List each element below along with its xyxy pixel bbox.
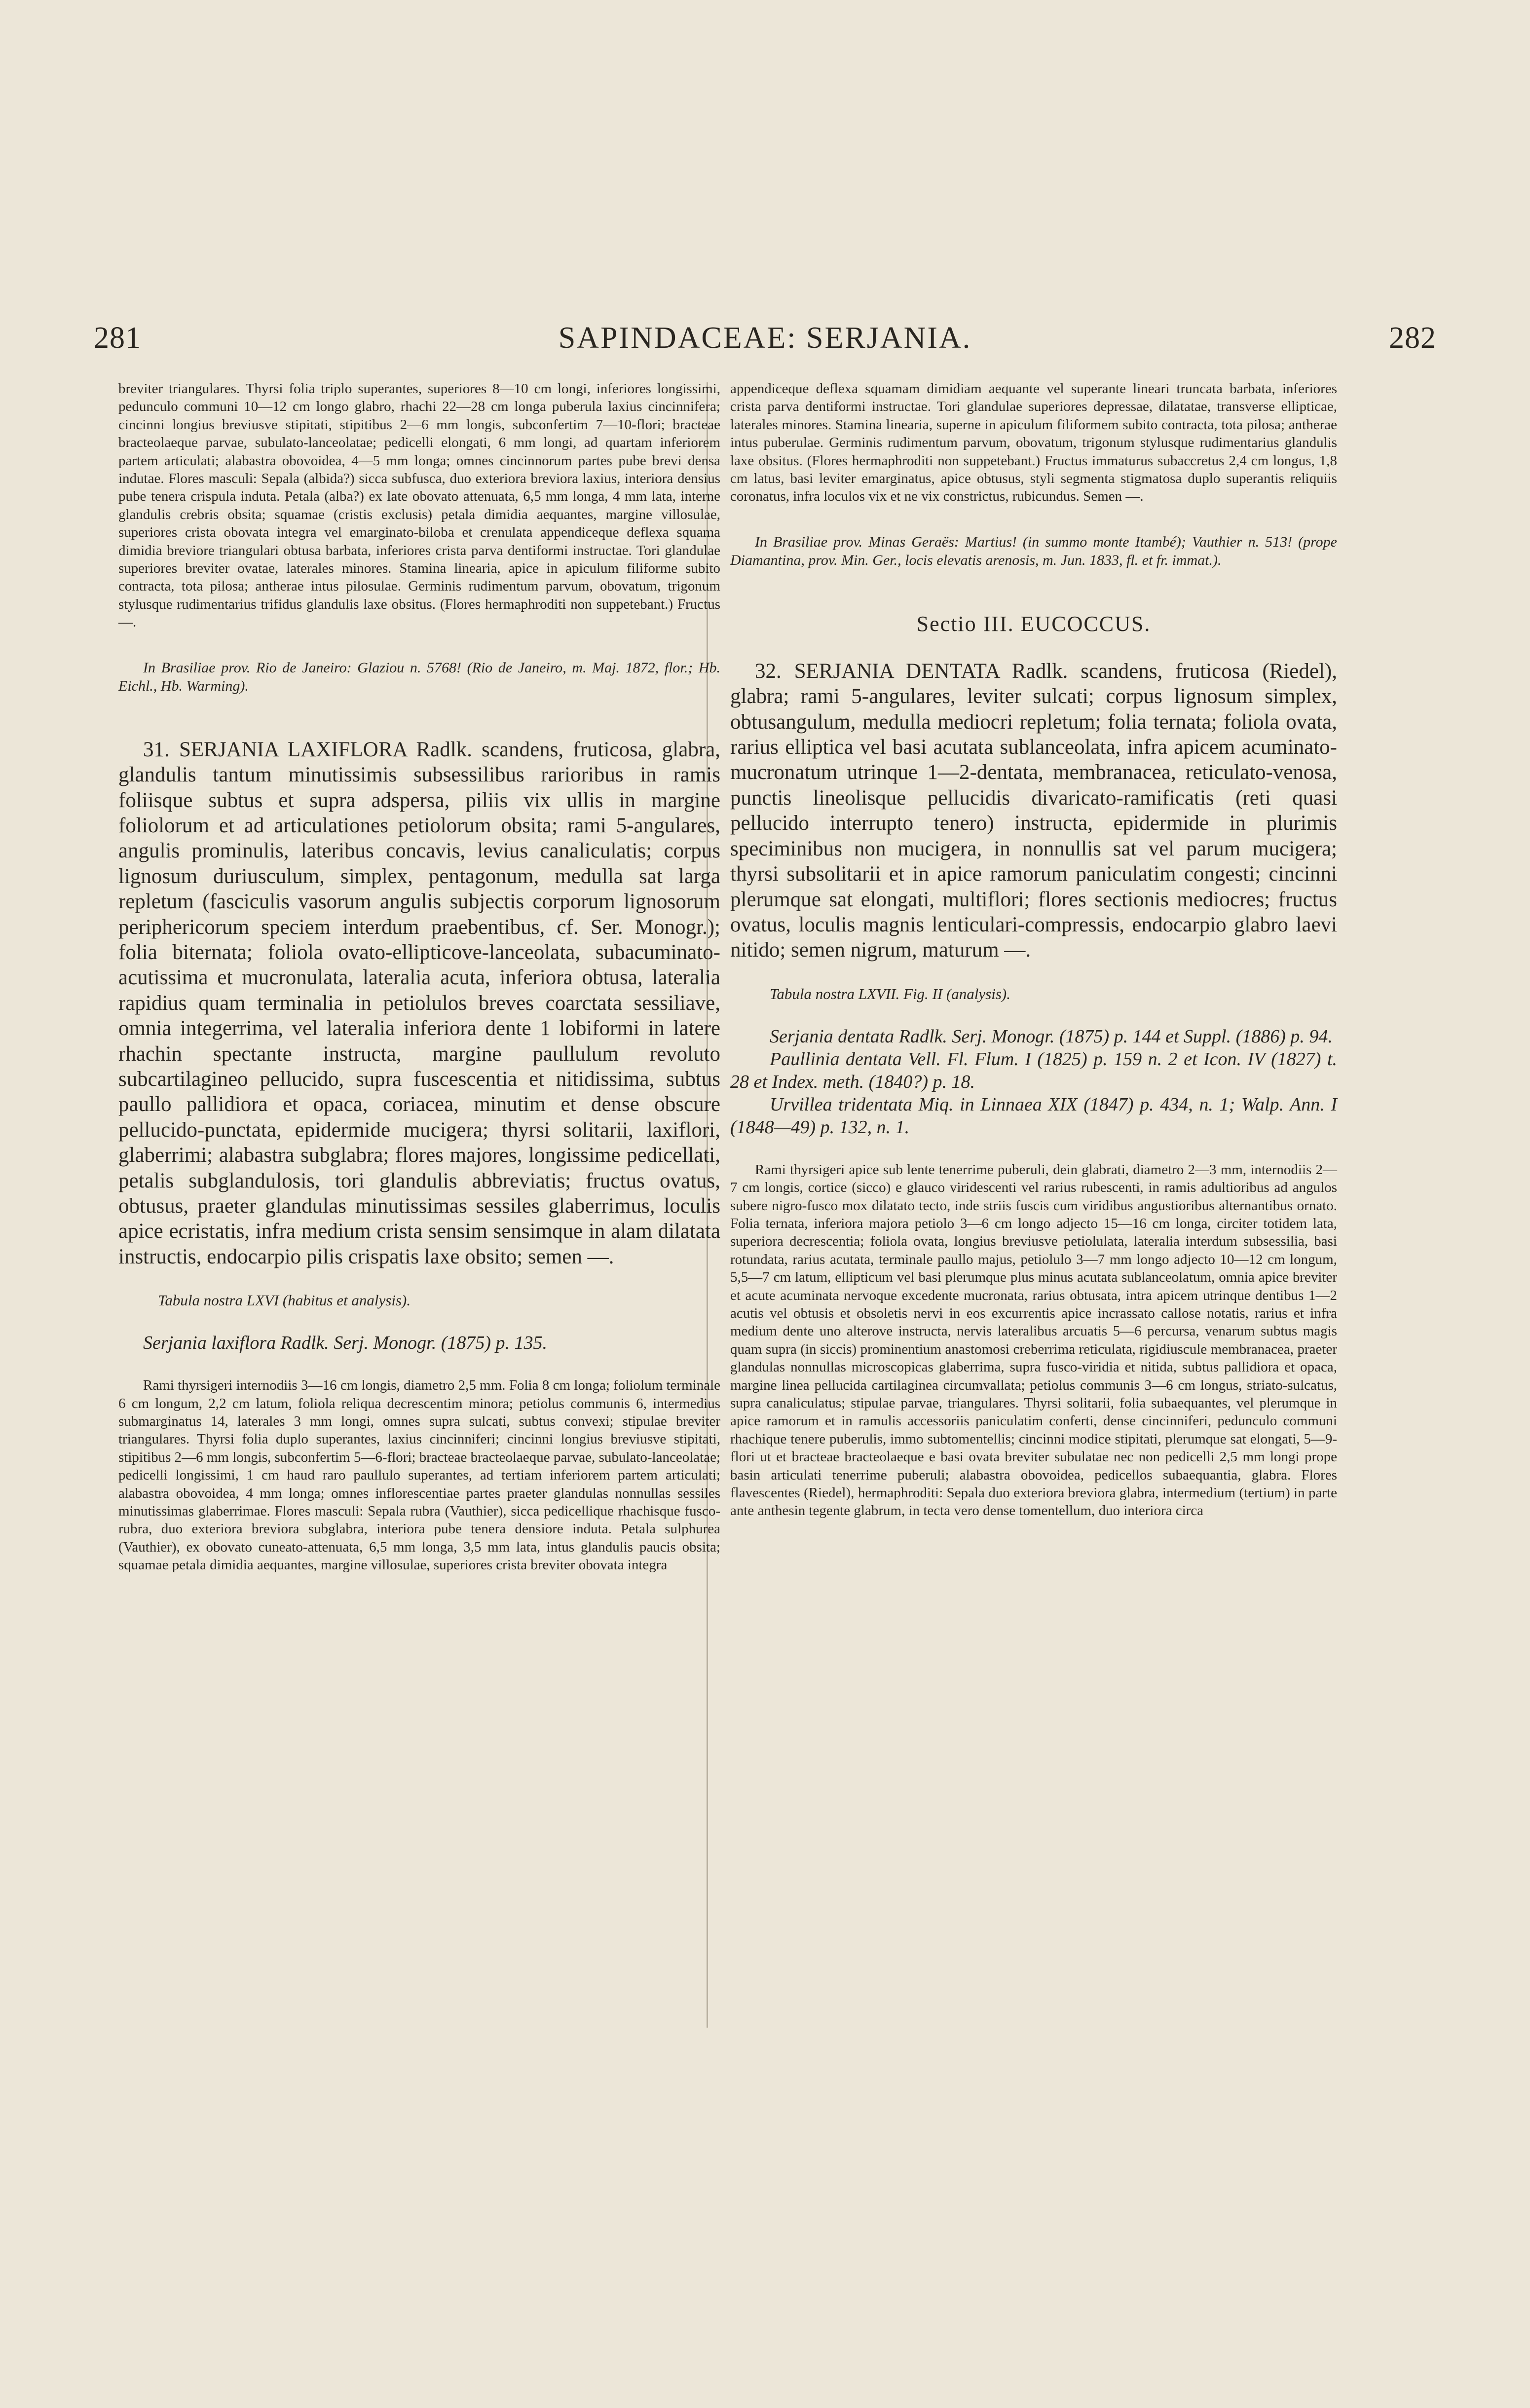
species-32-synonym-3: Urvillea tridentata Miq. in Linnaea XIX (1847) p. 434, n. 1; Walp. Ann. I (1848—49) p. 132, n. 1.	[730, 1094, 1337, 1138]
species-32-plate: Tabula nostra LXVII. Fig. II (analysis).	[770, 985, 1010, 1002]
species-31-synonym: Serjania laxiflora Radlk. Serj. Monogr. (1875) p. 135.	[143, 1333, 548, 1354]
species-32-synonym-2: Paullinia dentata Vell. Fl. Flum. I (1825) p. 159 n. 2 et Icon. IV (1827) t. 28 et Index. meth. (1840?) p. 18.	[730, 1048, 1337, 1092]
species-32-description: Rami thyrsigeri apice sub lente tenerrime puberuli, dein glabrati, diametro 2—3 mm, internodiis 2—7 cm longis, cortice (sicco) e glauco viridescenti vel rarius rubescenti, in ramis adultioribus ad angulos subere nigro-fusco mox dilatato tecto, inde striis fuscis cum viridibus angustioribus alternantibus ornato. Folia ternata, inferiora majora petiolo 3—6 cm longo adjecto 15—16 cm longa, circiter totidem lata, superiora decrescentia; foliola ovata, longius breviusve petiolulata, lateralia interdum subsessilia, basi rotundata, rarius acutata, terminale paullo majus, petiolulo 3—7 mm longo adjecto 10—12 cm longum, 5,5—7 cm latum, ellipticum vel basi plerumque plus minus acutata sublanceolatum, omnia apice breviter et acute acuminata nervoque excedente mucronata, rarius obtusata, intra apicem utrinque dentibus 1—2 acutis vel obtusis et obsoletis nervi in eos excurrentis apice incrassato callose notatis, rarius et infra medium dente uno alterove instructa, nervis lateralibus arcuatis 5—6 percursa, venarum subtus magis quam supra (in siccis) prominentium anastomosi creberrima reticulata, rigidiuscule membranacea, praeter glandulas nonnullas microscopicas glaberrima, supra fusco-viridia et nitida, subtus pallidiora et opaca, margine linea pellucida cartilaginea circumvallata; petiolus communis 3—6 cm longus, striato-sulcatus, supra canaliculatus; stipulae parvae, triangulares. Thyrsi solitarii, folia subaequantes, vel plerumque in apice ramorum et in ramulis accessoriis paniculatim conferti, dense cincinniferi, pedunculo communi rhachique tenere puberulis, immo subtomentellis; cincinni modice stipitati, plerumque sat elongati, 5—9-flori ut et bracteae bracteolaeque e basi ovata breviter subulatae nec non pedicelli 2,5 mm longi prope basin articulati tenerrime puberuli; alabastra obovoidea, pedicellos subaequantia, glabra. Flores flavescentes (Riedel), hermaphroditi: Sepala duo exteriora breviora glabra, intermedium (tertium) in parte ante anthesin tegente glabrum, in tecta vero dense tomentellum, duo interiora circa	[730, 1161, 1337, 1519]
left-page-number: 281	[94, 321, 141, 355]
section-heading: Sectio III. EUCOCCUS.	[916, 611, 1151, 636]
species-32-synonym-1: Serjania dentata Radlk. Serj. Monogr. (1875) p. 144 et Suppl. (1886) p. 94.	[770, 1026, 1333, 1047]
right-locality: In Brasiliae prov. Minas Geraës: Martius! (in summo monte Itambé); Vauthier n. 513! (prope Diamantina, prov. Min. Ger., locis elevatis arenosis, m. Jun. 1833, fl. et fr. immat.).	[730, 533, 1337, 568]
species-31-description: Rami thyrsigeri internodiis 3—16 cm longis, diametro 2,5 mm. Folia 8 cm longa; foliolum terminale 6 cm longum, 2,2 cm latum, foliola reliqua decrescentim minora; petiolus communis 6, intermedius submarginatus 14, laterales 3 mm longi, omnes supra sulcati, subtus convexi; stipulae breviter triangulares. Thyrsi folia duplo superantes, laxius cincinniferi; cincinni longius breviusve stipitati, stipitibus 2—6 mm longis, subconfertim 5—6-flori; bracteae bracteolaeque parvae, subulato-lanceolatae; pedicelli longissimi, 1 cm haud raro paullulo superantes, ad tertiam inferiorem partem articulati; alabastra obovoidea, 4 mm longa; omnes inflorescentiae partes praeter glandulas nonnullas sessiles minutissimas glaberrimae. Flores masculi: Sepala rubra (Vauthier), sicca pedicellique rhachisque fusco-rubra, duo exteriora breviora subglabra, interiora pube tenera densiore induta. Petala sulphurea (Vauthier), ex obovato cuneato-attenuata, 6,5 mm longa, 3,5 mm lata, intus glandulis paucis obsita; squamae petala dimidia aequantes, margine villosulae, superiores crista breviter obovata integra	[118, 1377, 721, 1573]
right-description-continued: appendiceque deflexa squamam dimidiam aequante vel superante lineari truncata barbata, inferiores crista parva dentiformi instructae. Tori glandulae superiores depressae, dilatatae, transverse ellipticae, laterales minores. Stamina linearia, superne in apiculum filiformem subito contracta, tota pilosa; antherae intus puberulae. Germinis rudimentum parvum, obovatum, trigonum stylusque rudimentarius glandulis laxe obsitus. (Flores hermaphroditi non suppetebant.) Fructus immaturus subaccretus 2,4 cm longus, 1,8 cm latus, basi leviter emarginatus, apice obtusus, styli segmenta stigmatosa duplo superantis reliquiis coronatus, infra loculos vix et ne vix constrictus, rubicundus. Semen —.	[730, 381, 1337, 505]
right-page-number: 282	[1389, 321, 1436, 355]
left-column	[118, 380, 720, 1574]
left-locality: In Brasiliae prov. Rio de Janeiro: Glaziou n. 5768! (Rio de Janeiro, m. Maj. 1872, flor.; Hb. Eichl., Hb. Warming).	[118, 659, 720, 694]
running-title: SAPINDACEAE: SERJANIA.	[558, 321, 972, 355]
species-31-plate: Tabula nostra LXVI (habitus et analysis).	[158, 1292, 411, 1309]
left-description-continued: breviter triangulares. Thyrsi folia triplo superantes, superiores 8—10 cm longi, inferiores longissimi, pedunculo communi 10—12 cm longo glabro, rhachi 22—28 cm longa puberula laxius cincinnifera; cincinni longius breviusve stipitati, stipitibus 2—6 mm longis, subconfertim 7—10-flori; bracteae bracteolaeque parvae, subulato-lanceolatae; pedicelli elongati, 6 mm longi, ad quartam inferiorem partem articulati; alabastra obovoidea, 4—5 mm longa; omnes cincinnorum partes pube brevi densa indutae. Flores masculi: Sepala (albida?) sicca subfusca, duo exteriora breviora laxius, interiora densius pube tenera crispula induta. Petala (alba?) ex late obovato attenuata, 6,5 mm longa, 4 mm lata, interne glandulis crebris obsita; squamae (cristis exclusis) petala dimidia aequantes, margine villosulae, superiores crista obovata integra vel emarginato-biloba et crenulata appendiceque deflexa squama dimidia breviore triangulari obtusa barbata, inferiores crista parva dentiformi instructae. Tori glandulae superiores breviter ovatae, laterales minores. Stamina linearia, apice in apiculum filiforme subito contracta, tota pilosa; antherae intus pilosulae. Germinis rudimentum parvum, obovatum, trigonum stylusque rudimentarius trifidus glandulis laxe obsitus. (Flores hermaphroditi non suppetebant.) Fructus —.	[118, 381, 720, 630]
species-31-diagnosis: 31. SERJANIA LAXIFLORA Radlk. scandens, fruticosa, glabra, glandulis tantum minutissimis subsessilibus rarioribus in ramis foliisque subtus et supra adspersa, piliis vix ullis in margine foliolorum et ad articulationes petiolorum obsita; rami 5-angulares, angulis prominulis, lateribus concavis, levius canaliculatis; corpus lignosum duriusculum, simplex, pentagonum, medulla sat larga repletum (fasciculis vasorum angulis subjectis corporum lignosorum periphericorum speciem interdum praebentibus, cf. Ser. Monogr.); folia biternata; foliola ovato-ellipticove-lanceolata, subacuminato-acutissima et mucronulata, lateralia acuta, inferiora obtusa, lateralia rapidius quam terminalia in petiolulos breves coarctata sessiliave, omnia integerrima, vel lateralia inferiora dente 1 lobiformi in latere rhachin spectante instructa, margine paullulum revoluto subcartilagineo pellucido, supra fuscescentia et nitidissima, subtus paullo pallidiora et opaca, coriacea, minutim et dense obscure pellucido-punctata, epidermide mucigera; thyrsi solitarii, laxiflori, glaberrimi; alabastra subglabra; flores majores, longissime pedicellati, petalis subglandulosis, tori glandulis abbreviatis; fructus ovatus, obtusus, praeter glandulas minutissimas sessiles glaberrimus, loculis apice ecristatis, infra medium crista sensim sensimque in alam dilatata instructis, endocarpio pilis crispatis laxe obsito; semen —.	[118, 738, 720, 1268]
right-column	[730, 380, 1337, 1520]
running-header	[94, 321, 1436, 365]
species-32-diagnosis: 32. SERJANIA DENTATA Radlk. scandens, fruticosa (Riedel), glabra; rami 5-angulares, leviter sulcati; corpus lignosum simplex, obtusangulum, medulla mediocri repletum; folia ternata; foliola ovata, rarius elliptica vel basi acutata sublanceolata, infra apicem acuminato-mucronatum utrinque 1—2-dentata, membranacea, reticulato-venosa, punctis lineolisque pellucidis divaricato-ramificatis (reti quasi pellucido interrupto tenero) instructa, epidermide in plurimis speciminibus non mucigera, in nonnullis sat vel parum mucigera; thyrsi subsolitarii et in apice ramorum paniculatim congesti; cincinni plerumque sat elongati, multiflori; flores sectionis mediocres; fructus ovatus, loculis magnis lenticulari-compressis, endocarpio glabro laevi nitido; semen nigrum, maturum —.	[730, 659, 1337, 962]
